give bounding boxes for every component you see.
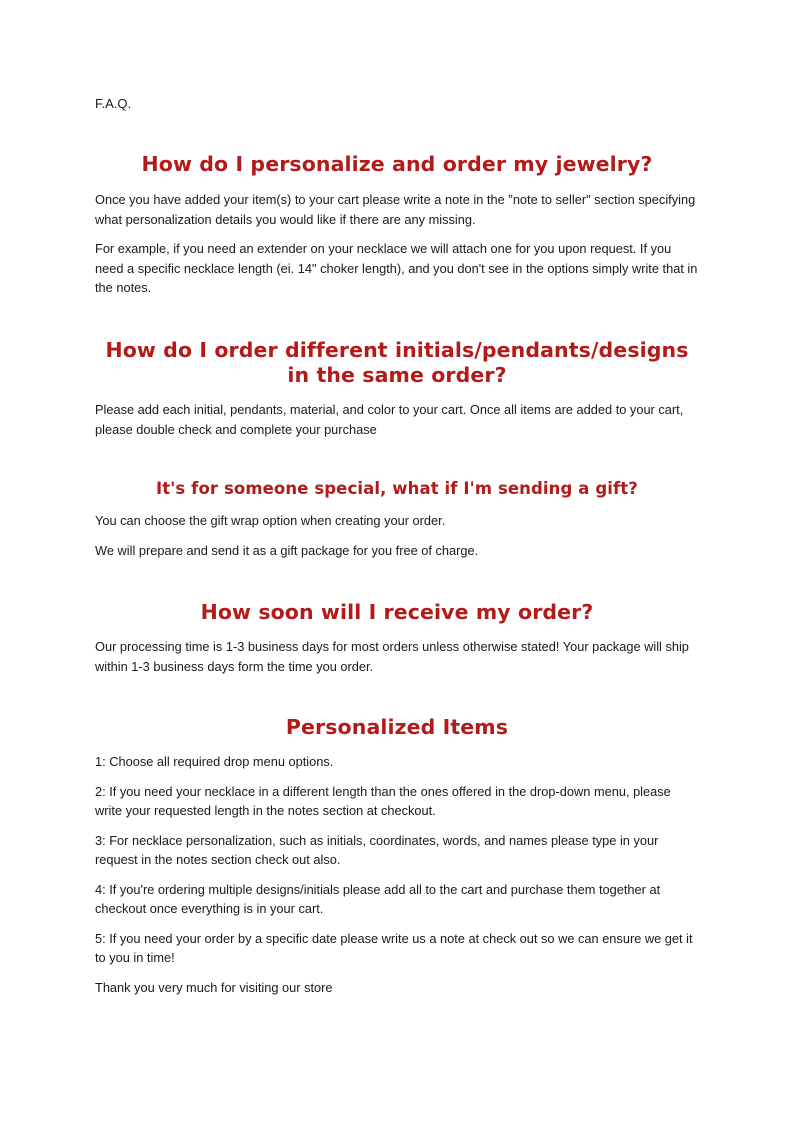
paragraph: For example, if you need an extender on your necklace we will attach one for you upon request. If you need a specific necklace length (ei. 14" choker length), and you don't see in the options simply write that in the notes.	[95, 241, 698, 295]
section-heading: How do I order different initials/pendants/designs in the same order?	[105, 338, 689, 387]
faq-section-personalize	[95, 152, 699, 298]
section-heading: Personalized Items	[285, 715, 509, 739]
closing-note: Thank you very much for visiting our store	[95, 979, 333, 995]
paragraph: You can choose the gift wrap option when creating your order.	[95, 513, 446, 528]
document-label: F.A.Q.	[95, 96, 132, 111]
faq-section-delivery	[95, 600, 699, 676]
faq-section-different-designs	[95, 338, 699, 439]
paragraph: We will prepare and send it as a gift package for you free of charge.	[95, 542, 479, 558]
list-item: 5: If you need your order by a specific date please write us a note at check out so we can ensure we get it to you in time!	[95, 930, 693, 965]
faq-section-gift	[95, 478, 699, 560]
paragraph: Once you have added your item(s) to your cart please write a note in the "note to seller" section specifying what personalization details you would like if there are any missing.	[95, 192, 696, 227]
paragraph: Please add each initial, pendants, material, and color to your cart. Once all items are added to your cart, please double check and complete your purchase	[95, 402, 684, 437]
section-heading: How do I personalize and order my jewelry?	[141, 152, 653, 176]
paragraph: Our processing time is 1-3 business days for most orders unless otherwise stated! Your package will ship within 1-3 business days form the time you order.	[95, 639, 689, 674]
section-heading: How soon will I receive my order?	[200, 600, 594, 624]
list-item: 1: Choose all required drop menu options.	[95, 754, 334, 769]
list-item: 4: If you're ordering multiple designs/initials please add all to the cart and purchase them together at checkout once everything is in your cart.	[95, 881, 661, 916]
list-item: 3: For necklace personalization, such as initials, coordinates, words, and names please type in your request in the notes section check out also.	[95, 832, 659, 867]
list-item: 2: If you need your necklace in a different length than the ones offered in the drop-down menu, please write your requested length in the notes section at checkout.	[95, 783, 671, 818]
section-heading: It's for someone special, what if I'm sending a gift?	[156, 479, 638, 498]
faq-section-personalized-items	[95, 715, 699, 997]
